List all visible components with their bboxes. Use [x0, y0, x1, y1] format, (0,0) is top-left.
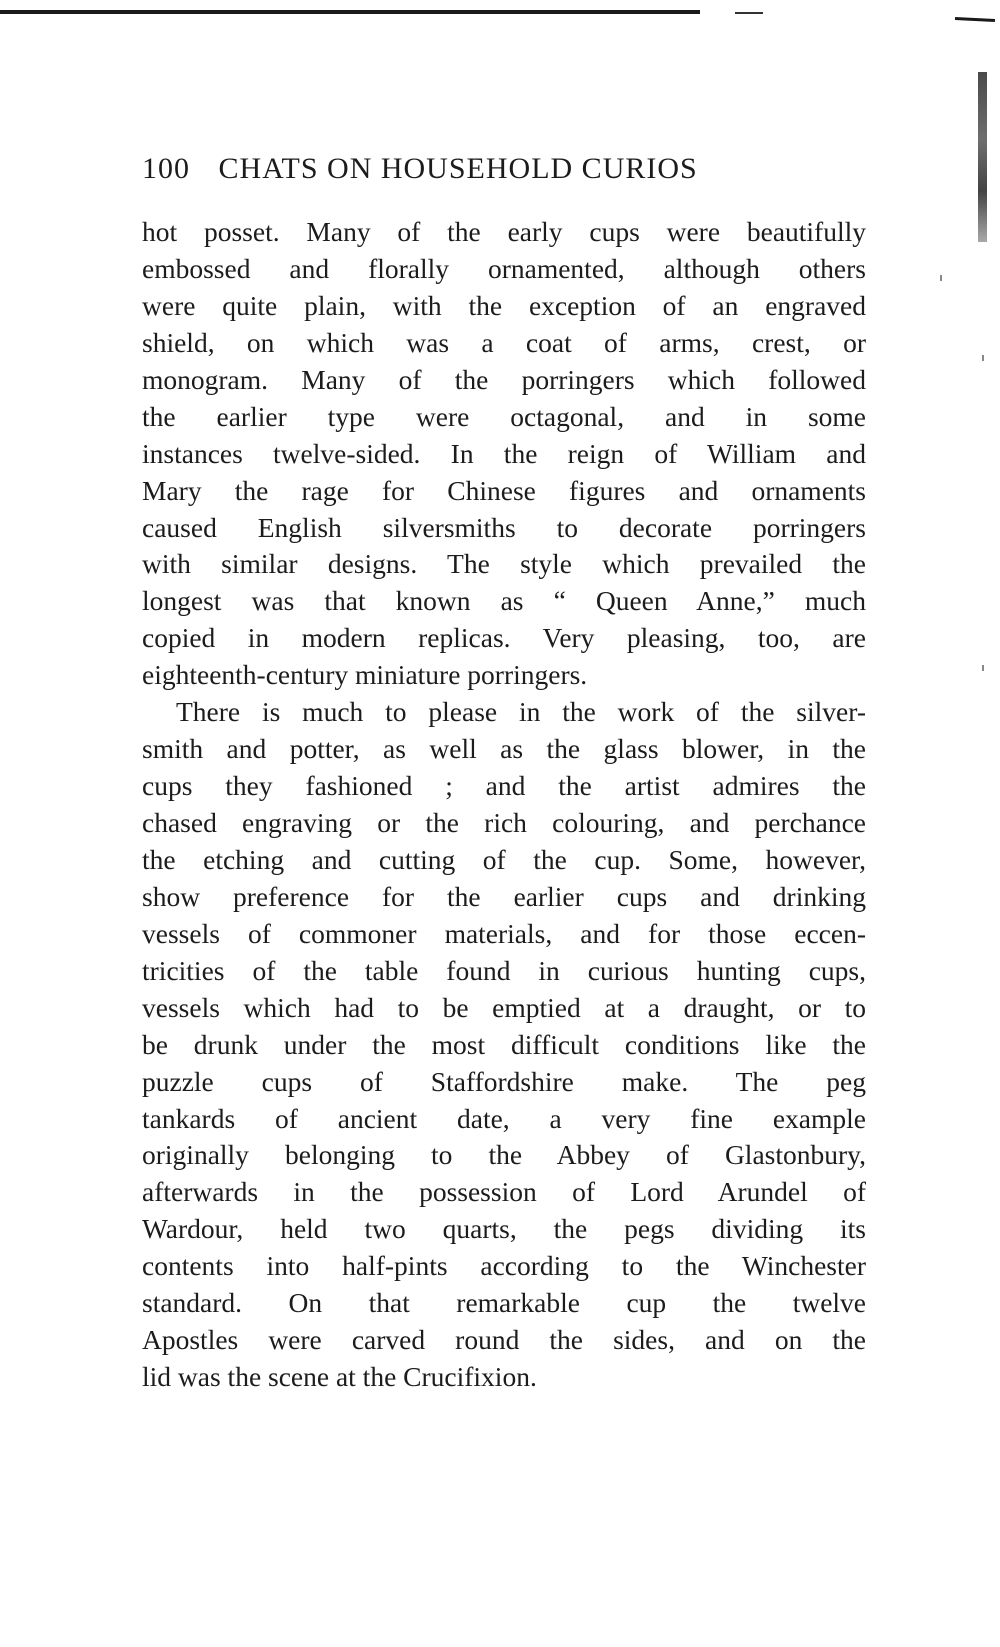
- text-line: instances twelve-sided. In the reign of William and: [142, 437, 866, 469]
- text-line: cups they fashioned ; and the artist admires the: [142, 770, 866, 802]
- text-line: longest was that known as “ Queen Anne,” much: [142, 585, 866, 617]
- paragraph-2: [142, 694, 866, 1396]
- page-number: 100: [142, 152, 190, 185]
- text-line: monogram. Many of the porringers which followed: [142, 363, 866, 395]
- text-line: Apostles were carved round the sides, and on the: [142, 1324, 866, 1356]
- paragraph-1: [142, 214, 866, 694]
- edge-speck: [940, 275, 942, 281]
- corner-mark: [955, 17, 995, 22]
- text-line: eighteenth-century miniature porringers.: [142, 659, 588, 691]
- text-line: Wardour, held two quarts, the pegs dividing its: [142, 1213, 866, 1245]
- text-line: vessels of commoner materials, and for those eccen-: [142, 917, 866, 949]
- text-line: puzzle cups of Staffordshire make. The peg: [142, 1065, 866, 1097]
- top-rule: [0, 10, 700, 14]
- edge-speck: [982, 355, 984, 361]
- body-text: [142, 214, 866, 1396]
- text-line: smith and potter, as well as the glass blower, in the: [142, 733, 866, 765]
- text-line: were quite plain, with the exception of an engraved: [142, 289, 866, 321]
- text-line: hot posset. Many of the early cups were beautifully: [142, 216, 866, 247]
- top-rule-fragment: [735, 12, 763, 14]
- text-line: copied in modern replicas. Very pleasing, too, are: [142, 622, 866, 654]
- text-line: standard. On that remarkable cup the twelve: [142, 1287, 866, 1319]
- page-edge-shadow: [978, 72, 987, 242]
- text-line: afterwards in the possession of Lord Arundel of: [142, 1176, 866, 1208]
- edge-speck: [982, 665, 984, 671]
- text-line: the earlier type were octagonal, and in some: [142, 400, 866, 432]
- text-line: tankards of ancient date, a very fine example: [142, 1102, 866, 1134]
- text-line: with similar designs. The style which prevailed the: [142, 548, 866, 580]
- text-line: contents into half-pints according to the Winchester: [142, 1250, 866, 1282]
- running-header: [142, 152, 872, 186]
- text-line: originally belonging to the Abbey of Glastonbury,: [142, 1139, 866, 1171]
- text-line: show preference for the earlier cups and drinking: [142, 880, 866, 912]
- text-line: tricities of the table found in curious hunting cups,: [142, 954, 866, 986]
- text-line: caused English silversmiths to decorate porringers: [142, 511, 866, 543]
- text-line: lid was the scene at the Crucifixion.: [142, 1361, 537, 1393]
- text-line: chased engraving or the rich colouring, and perchance: [142, 807, 866, 838]
- text-line: There is much to please in the work of the silver-: [176, 696, 866, 728]
- text-line: vessels which had to be emptied at a draught, or to: [142, 991, 866, 1023]
- text-line: Mary the rage for Chinese figures and ornaments: [142, 474, 866, 506]
- running-title: CHATS ON HOUSEHOLD CURIOS: [218, 152, 698, 185]
- text-line: the etching and cutting of the cup. Some, however,: [142, 843, 866, 875]
- text-line: be drunk under the most difficult conditions like the: [142, 1028, 866, 1060]
- text-line: embossed and florally ornamented, although others: [142, 252, 866, 284]
- text-line: shield, on which was a coat of arms, crest, or: [142, 326, 866, 358]
